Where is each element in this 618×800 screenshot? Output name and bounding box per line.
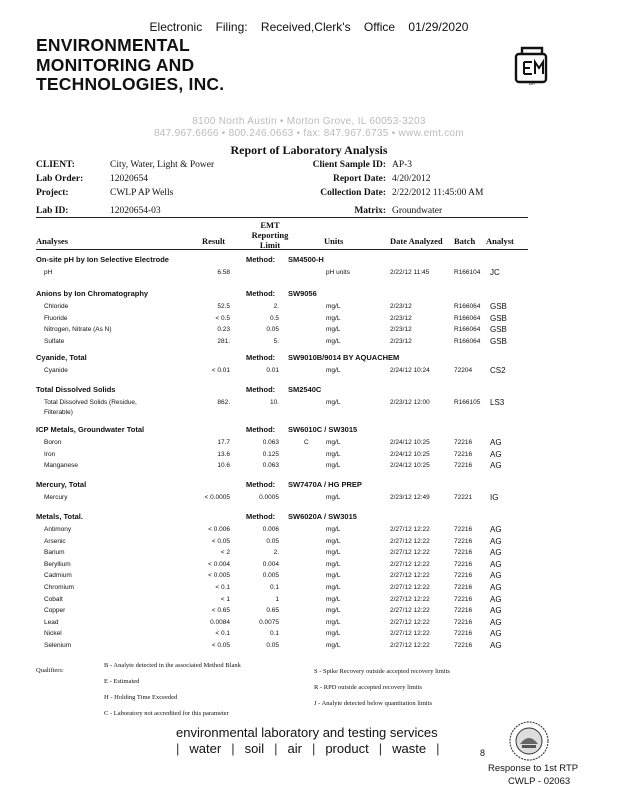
analyte-limit: 0.125 bbox=[262, 450, 279, 458]
column-divider bbox=[36, 249, 528, 250]
filing-office: Office bbox=[363, 20, 396, 34]
project-label: Project: bbox=[36, 188, 69, 198]
qualifier-e: E - Estimated bbox=[104, 678, 140, 685]
analyte-analyst: JC bbox=[490, 268, 500, 277]
analyte-analyst: AG bbox=[490, 525, 502, 534]
company-line-2: MONITORING AND bbox=[36, 54, 195, 75]
header-divider bbox=[36, 217, 528, 218]
analyte-result: 281. bbox=[217, 337, 230, 345]
analyte-units: mg/L bbox=[326, 537, 341, 545]
filing-date: 01/29/2020 bbox=[408, 20, 469, 34]
analyte-qualifier: C bbox=[304, 439, 309, 446]
col-date-analyzed: Date Analyzed bbox=[390, 236, 443, 246]
analyte-units: mg/L bbox=[326, 326, 341, 334]
analyte-limit: 5. bbox=[273, 337, 279, 345]
analyte-limit: 10. bbox=[269, 399, 279, 406]
analyte-date: 2/27/12 12:22 bbox=[390, 642, 430, 649]
analyte-result: 0.23 bbox=[217, 326, 230, 334]
analyte-result: < 0.05 bbox=[211, 642, 230, 649]
analyte-limit: 0.063 bbox=[262, 462, 279, 470]
analyte-units: mg/L bbox=[326, 560, 341, 568]
report-date-value: 4/20/2012 bbox=[392, 174, 431, 184]
analyte-analyst: GSB bbox=[490, 313, 507, 323]
analyte-batch: 72216 bbox=[454, 572, 473, 580]
analyte-analyst: CS2 bbox=[490, 366, 506, 375]
analyte-name: Iron bbox=[44, 450, 56, 458]
analyte-limit: 0.006 bbox=[262, 526, 279, 533]
service-air: air bbox=[287, 741, 302, 756]
col-analyst: Analyst bbox=[486, 236, 514, 246]
analyte-analyst: AG bbox=[490, 606, 502, 616]
analyte-analyst: AG bbox=[490, 548, 502, 558]
company-name bbox=[36, 36, 224, 95]
method-value: SW9056 bbox=[288, 289, 317, 298]
analyte-result: < 0.01 bbox=[211, 367, 230, 374]
analyte-units: mg/L bbox=[326, 450, 341, 458]
section-title: Total Dissolved Solids bbox=[36, 385, 116, 394]
method-value: SW7470A / HG PREP bbox=[288, 480, 362, 489]
analyte-batch: 72204 bbox=[454, 367, 473, 374]
method-label: Method: bbox=[246, 512, 276, 521]
analyte-batch: R166064 bbox=[454, 337, 481, 345]
analyte-name: Fluoride bbox=[44, 314, 68, 322]
qualifier-h: H - Holding Time Exceeded bbox=[104, 694, 178, 701]
matrix-label: Matrix: bbox=[354, 206, 386, 216]
analyte-batch: 72216 bbox=[454, 462, 473, 470]
analyte-limit: 0.1 bbox=[269, 584, 279, 591]
analyte-result: < 0.65 bbox=[211, 607, 230, 615]
section-title: On-site pH by Ion Selective Electrode bbox=[36, 255, 169, 264]
analyte-result: < 0.004 bbox=[208, 560, 230, 568]
client-value: City, Water, Light & Power bbox=[110, 160, 215, 170]
method-label: Method: bbox=[246, 289, 276, 298]
col-units: Units bbox=[324, 236, 344, 246]
sample-id-value: AP-3 bbox=[392, 160, 413, 170]
analyte-date: 2/27/12 12:22 bbox=[390, 537, 430, 545]
analyte-limit: 0.0005 bbox=[259, 494, 279, 501]
qualifier-r: R - RPD outside accepted recovery limits bbox=[314, 684, 422, 691]
analyte-name: Cadmium bbox=[44, 572, 72, 580]
lab-order-value: 12020654 bbox=[110, 174, 148, 184]
collection-date-label: Collection Date: bbox=[320, 188, 386, 198]
qualifier-c: C - Laboratory not accredited for this parameter bbox=[104, 710, 229, 717]
method-value: SM4500-H bbox=[288, 255, 324, 264]
analyte-date: 2/24/12 10:25 bbox=[390, 462, 430, 470]
lab-id-value: 12020654-03 bbox=[110, 206, 161, 216]
analyte-units: mg/L bbox=[326, 439, 341, 446]
analyte-name: Copper bbox=[44, 607, 66, 615]
analyte-name: Mercury bbox=[44, 494, 68, 501]
analyte-result: 10.6 bbox=[217, 462, 230, 470]
analyte-analyst: AG bbox=[490, 559, 502, 569]
analyte-batch: 72216 bbox=[454, 537, 473, 545]
analyte-date: 2/23/12 bbox=[390, 326, 412, 334]
qualifiers-label: Qualifiers: bbox=[36, 667, 64, 674]
analyte-analyst: GSB bbox=[490, 325, 507, 335]
response-label: Response to 1st RTP bbox=[488, 763, 579, 774]
analyte-name: Barium bbox=[44, 549, 65, 557]
analyte-limit: 0.65 bbox=[266, 607, 279, 615]
analyte-date: 2/27/12 12:22 bbox=[390, 560, 430, 568]
collection-date-value: 2/22/2012 11:45:00 AM bbox=[392, 188, 484, 198]
qualifier-s: S - Spike Recovery outside accepted recovery limits bbox=[314, 668, 450, 675]
analyte-units: mg/L bbox=[326, 595, 341, 603]
analyte-date: 2/27/12 12:22 bbox=[390, 595, 430, 603]
method-value: SW6010C / SW3015 bbox=[288, 425, 358, 434]
analyte-batch: R166064 bbox=[454, 314, 481, 322]
analyte-date: 2/23/12 12:49 bbox=[390, 494, 430, 501]
analyte-limit: 0.05 bbox=[266, 537, 279, 545]
analyte-name: Chloride bbox=[44, 303, 69, 310]
analyte-analyst: AG bbox=[490, 571, 502, 581]
analyte-analyst: LS3 bbox=[490, 398, 505, 407]
analyte-analyst: AG bbox=[490, 594, 502, 604]
analyte-date: 2/22/12 11:45 bbox=[390, 269, 430, 276]
analyte-result: < 0.005 bbox=[208, 572, 230, 580]
filing-received: Received,Clerk's bbox=[260, 20, 351, 34]
analyte-result: < 2 bbox=[220, 549, 230, 557]
analyte-batch: R166064 bbox=[454, 303, 481, 310]
qualifier-b: B - Analyte detected in the associated Method Blank bbox=[104, 662, 241, 669]
analyte-name: Nitrogen, Nitrate (As N) bbox=[44, 326, 112, 334]
analyte-analyst: AG bbox=[490, 583, 502, 592]
method-label: Method: bbox=[246, 255, 276, 264]
section-title: Cyanide, Total bbox=[36, 353, 87, 362]
sample-id-label: Client Sample ID: bbox=[312, 160, 386, 170]
analyte-date: 2/23/12 bbox=[390, 337, 412, 345]
method-label: Method: bbox=[246, 425, 276, 434]
analyte-name: Lead bbox=[44, 618, 59, 626]
analyte-result: < 0.0005 bbox=[204, 494, 230, 501]
page-number: 8 bbox=[480, 748, 486, 758]
analyte-batch: 72216 bbox=[454, 450, 473, 458]
report-date-label: Report Date: bbox=[332, 174, 386, 184]
analyte-batch: 72216 bbox=[454, 642, 473, 649]
analyte-units: mg/L bbox=[326, 607, 341, 615]
service-waste: waste bbox=[392, 741, 427, 756]
analyte-units: mg/L bbox=[326, 549, 341, 557]
company-contact: 847.967.6666 • 800.246.0663 • fax: 847.967.6735 • www.emt.com bbox=[153, 128, 465, 139]
company-address-block bbox=[0, 116, 618, 140]
analyte-result: < 0.05 bbox=[211, 537, 230, 545]
analyte-date: 2/27/12 12:22 bbox=[390, 526, 430, 533]
analyte-units: mg/L bbox=[326, 630, 341, 638]
col-result: Result bbox=[202, 236, 226, 246]
method-label: Method: bbox=[246, 353, 276, 362]
analyte-result: < 0.1 bbox=[215, 630, 230, 638]
seal-icon bbox=[508, 720, 550, 762]
col-limit bbox=[240, 220, 300, 250]
analyte-units: mg/L bbox=[326, 462, 341, 470]
analyte-name: Boron bbox=[44, 439, 62, 446]
analyte-limit: 0.05 bbox=[266, 642, 279, 649]
analyte-limit: 2. bbox=[273, 549, 279, 557]
analyte-units: mg/L bbox=[326, 618, 341, 626]
analyte-date: 2/24/12 10:25 bbox=[390, 450, 430, 458]
analyte-name: Arsenic bbox=[44, 537, 66, 545]
service-water: water bbox=[189, 741, 222, 756]
analyte-name: Sulfate bbox=[44, 337, 65, 345]
analyte-analyst: AG bbox=[490, 536, 502, 546]
method-value: SW9010B/9014 BY AQUACHEM bbox=[288, 353, 400, 362]
col-limit-emt: EMT bbox=[260, 220, 280, 230]
analyte-analyst: AG bbox=[490, 449, 502, 459]
analyte-limit: 0.01 bbox=[266, 367, 279, 374]
analyte-batch: R166105 bbox=[454, 399, 481, 406]
analyte-result: 6.58 bbox=[217, 269, 230, 276]
analyte-units: mg/L bbox=[326, 337, 341, 345]
analyte-units: mg/L bbox=[326, 494, 341, 501]
analyte-batch: 72216 bbox=[454, 595, 473, 603]
analyte-date: 2/23/12 bbox=[390, 314, 412, 322]
qualifier-j: J - Analyte detected below quantitation limits bbox=[314, 700, 433, 707]
analyte-limit: 0.5 bbox=[269, 314, 279, 322]
analyte-analyst: AG bbox=[490, 461, 502, 471]
analyte-analyst: GSB bbox=[490, 302, 507, 311]
analyte-result: 862. bbox=[217, 399, 230, 406]
analyte-analyst: AG bbox=[490, 641, 502, 650]
analyte-units: mg/L bbox=[326, 584, 341, 591]
analyte-result: < 0.006 bbox=[208, 526, 230, 533]
analyte-date: 2/27/12 12:22 bbox=[390, 572, 430, 580]
logo-text: EMT bbox=[528, 82, 536, 86]
analyte-units: mg/L bbox=[326, 526, 341, 533]
analyte-date: 2/27/12 12:22 bbox=[390, 607, 430, 615]
section-title: Anions by Ion Chromatography bbox=[36, 289, 149, 298]
analyte-result: < 0.1 bbox=[215, 584, 230, 591]
analyte-units: mg/L bbox=[326, 399, 341, 406]
analyte-result: 17.7 bbox=[217, 439, 230, 446]
footer-services: | water | soil | air | product | waste | bbox=[176, 741, 440, 756]
analyte-units: mg/L bbox=[326, 314, 341, 322]
company-logo-icon bbox=[510, 42, 554, 86]
analyte-limit: 0.1 bbox=[269, 630, 279, 638]
analyte-date: 2/27/12 12:22 bbox=[390, 618, 430, 626]
analyte-analyst: GSB bbox=[490, 336, 507, 346]
analyte-batch: 72216 bbox=[454, 584, 473, 591]
filing-electronic: Electronic bbox=[149, 20, 203, 34]
service-product: product bbox=[325, 741, 369, 756]
analyte-batch: 72216 bbox=[454, 560, 473, 568]
analyte-date: 2/23/12 12:00 bbox=[390, 399, 430, 406]
analyte-result: 52.5 bbox=[217, 303, 230, 310]
analyte-result: 0.0084 bbox=[210, 618, 230, 626]
lab-order-label: Lab Order: bbox=[36, 174, 84, 184]
analyte-date: 2/27/12 12:22 bbox=[390, 584, 430, 591]
section-title: Mercury, Total bbox=[36, 480, 87, 489]
method-value: SW6020A / SW3015 bbox=[288, 512, 357, 521]
analyte-name-continued: Filterable) bbox=[44, 408, 73, 416]
filing-stamp bbox=[0, 20, 618, 34]
analyte-date: 2/27/12 12:22 bbox=[390, 630, 430, 638]
report-title: Report of Laboratory Analysis bbox=[230, 143, 388, 157]
analyte-name: Nickel bbox=[44, 630, 62, 638]
cwlp-number: CWLP - 02063 bbox=[508, 776, 571, 787]
analyte-result: < 1 bbox=[220, 595, 230, 603]
analyte-units: mg/L bbox=[326, 572, 341, 580]
footer-tagline: environmental laboratory and testing services bbox=[176, 725, 438, 740]
analyte-name: Cyanide bbox=[44, 367, 68, 374]
analyte-units: mg/L bbox=[326, 303, 341, 310]
analyte-limit: 0.063 bbox=[262, 439, 279, 446]
analyte-analyst: AG bbox=[490, 617, 502, 627]
analyte-batch: R166104 bbox=[454, 269, 481, 276]
analyte-units: pH units bbox=[326, 269, 350, 276]
analyte-analyst: AG bbox=[490, 438, 502, 447]
analyte-batch: 72216 bbox=[454, 618, 473, 626]
company-line-3: TECHNOLOGIES, INC. bbox=[36, 74, 225, 94]
analyte-batch: R166064 bbox=[454, 326, 481, 334]
company-line-1: ENVIRONMENTAL bbox=[36, 35, 190, 55]
analyte-name: Beryllium bbox=[44, 560, 71, 568]
analyte-date: 2/24/12 10:24 bbox=[390, 367, 430, 374]
analyte-name: Antimony bbox=[44, 526, 72, 533]
analyte-name: Chromium bbox=[44, 584, 74, 591]
matrix-value: Groundwater bbox=[392, 206, 443, 216]
analyte-limit: 2. bbox=[273, 303, 279, 310]
analyte-date: 2/24/12 10:25 bbox=[390, 439, 430, 446]
col-batch: Batch bbox=[454, 236, 476, 246]
section-title: ICP Metals, Groundwater Total bbox=[36, 425, 145, 434]
section-title: Metals, Total. bbox=[36, 512, 83, 521]
col-limit-limit: Limit bbox=[259, 240, 281, 250]
project-value: CWLP AP Wells bbox=[110, 188, 174, 198]
analyte-name: Manganese bbox=[44, 462, 78, 470]
analyte-limit: 1 bbox=[275, 595, 279, 603]
analyte-date: 2/27/12 12:22 bbox=[390, 549, 430, 557]
analyte-name: Total Dissolved Solids (Residue, bbox=[44, 399, 137, 406]
analyte-batch: 72221 bbox=[454, 494, 473, 501]
service-soil: soil bbox=[244, 741, 265, 756]
analyte-name: pH bbox=[44, 269, 53, 276]
col-analyses: Analyses bbox=[36, 236, 69, 246]
analyte-batch: 72216 bbox=[454, 607, 473, 615]
col-limit-reporting: Reporting bbox=[251, 230, 289, 240]
analyte-date: 2/23/12 bbox=[390, 303, 412, 310]
analyte-units: mg/L bbox=[326, 367, 341, 374]
method-value: SM2540C bbox=[288, 385, 322, 394]
analyte-name: Cobalt bbox=[44, 595, 63, 603]
analyte-units: mg/L bbox=[326, 642, 341, 649]
company-address: 8100 North Austin • Morton Grove, IL 60053-3203 bbox=[192, 116, 426, 127]
analyte-analyst: AG bbox=[490, 629, 502, 639]
analyte-result: 13.6 bbox=[217, 450, 230, 458]
analyte-limit: 0.05 bbox=[266, 326, 279, 334]
analyte-limit: 0.005 bbox=[262, 572, 279, 580]
analyte-analyst: IG bbox=[490, 493, 499, 502]
lab-id-label: Lab ID: bbox=[36, 206, 69, 216]
method-label: Method: bbox=[246, 385, 276, 394]
analyte-batch: 72216 bbox=[454, 526, 473, 533]
analyte-limit: 0.004 bbox=[262, 560, 279, 568]
analyte-batch: 72216 bbox=[454, 439, 473, 446]
analyte-limit: 0.0075 bbox=[259, 618, 279, 626]
method-label: Method: bbox=[246, 480, 276, 489]
analyte-batch: 72216 bbox=[454, 630, 473, 638]
client-label: CLIENT: bbox=[36, 160, 75, 170]
analyte-result: < 0.5 bbox=[215, 314, 230, 322]
analyte-batch: 72216 bbox=[454, 549, 473, 557]
analyte-name: Selenium bbox=[44, 642, 72, 649]
filing-label: Filing: bbox=[215, 20, 248, 34]
